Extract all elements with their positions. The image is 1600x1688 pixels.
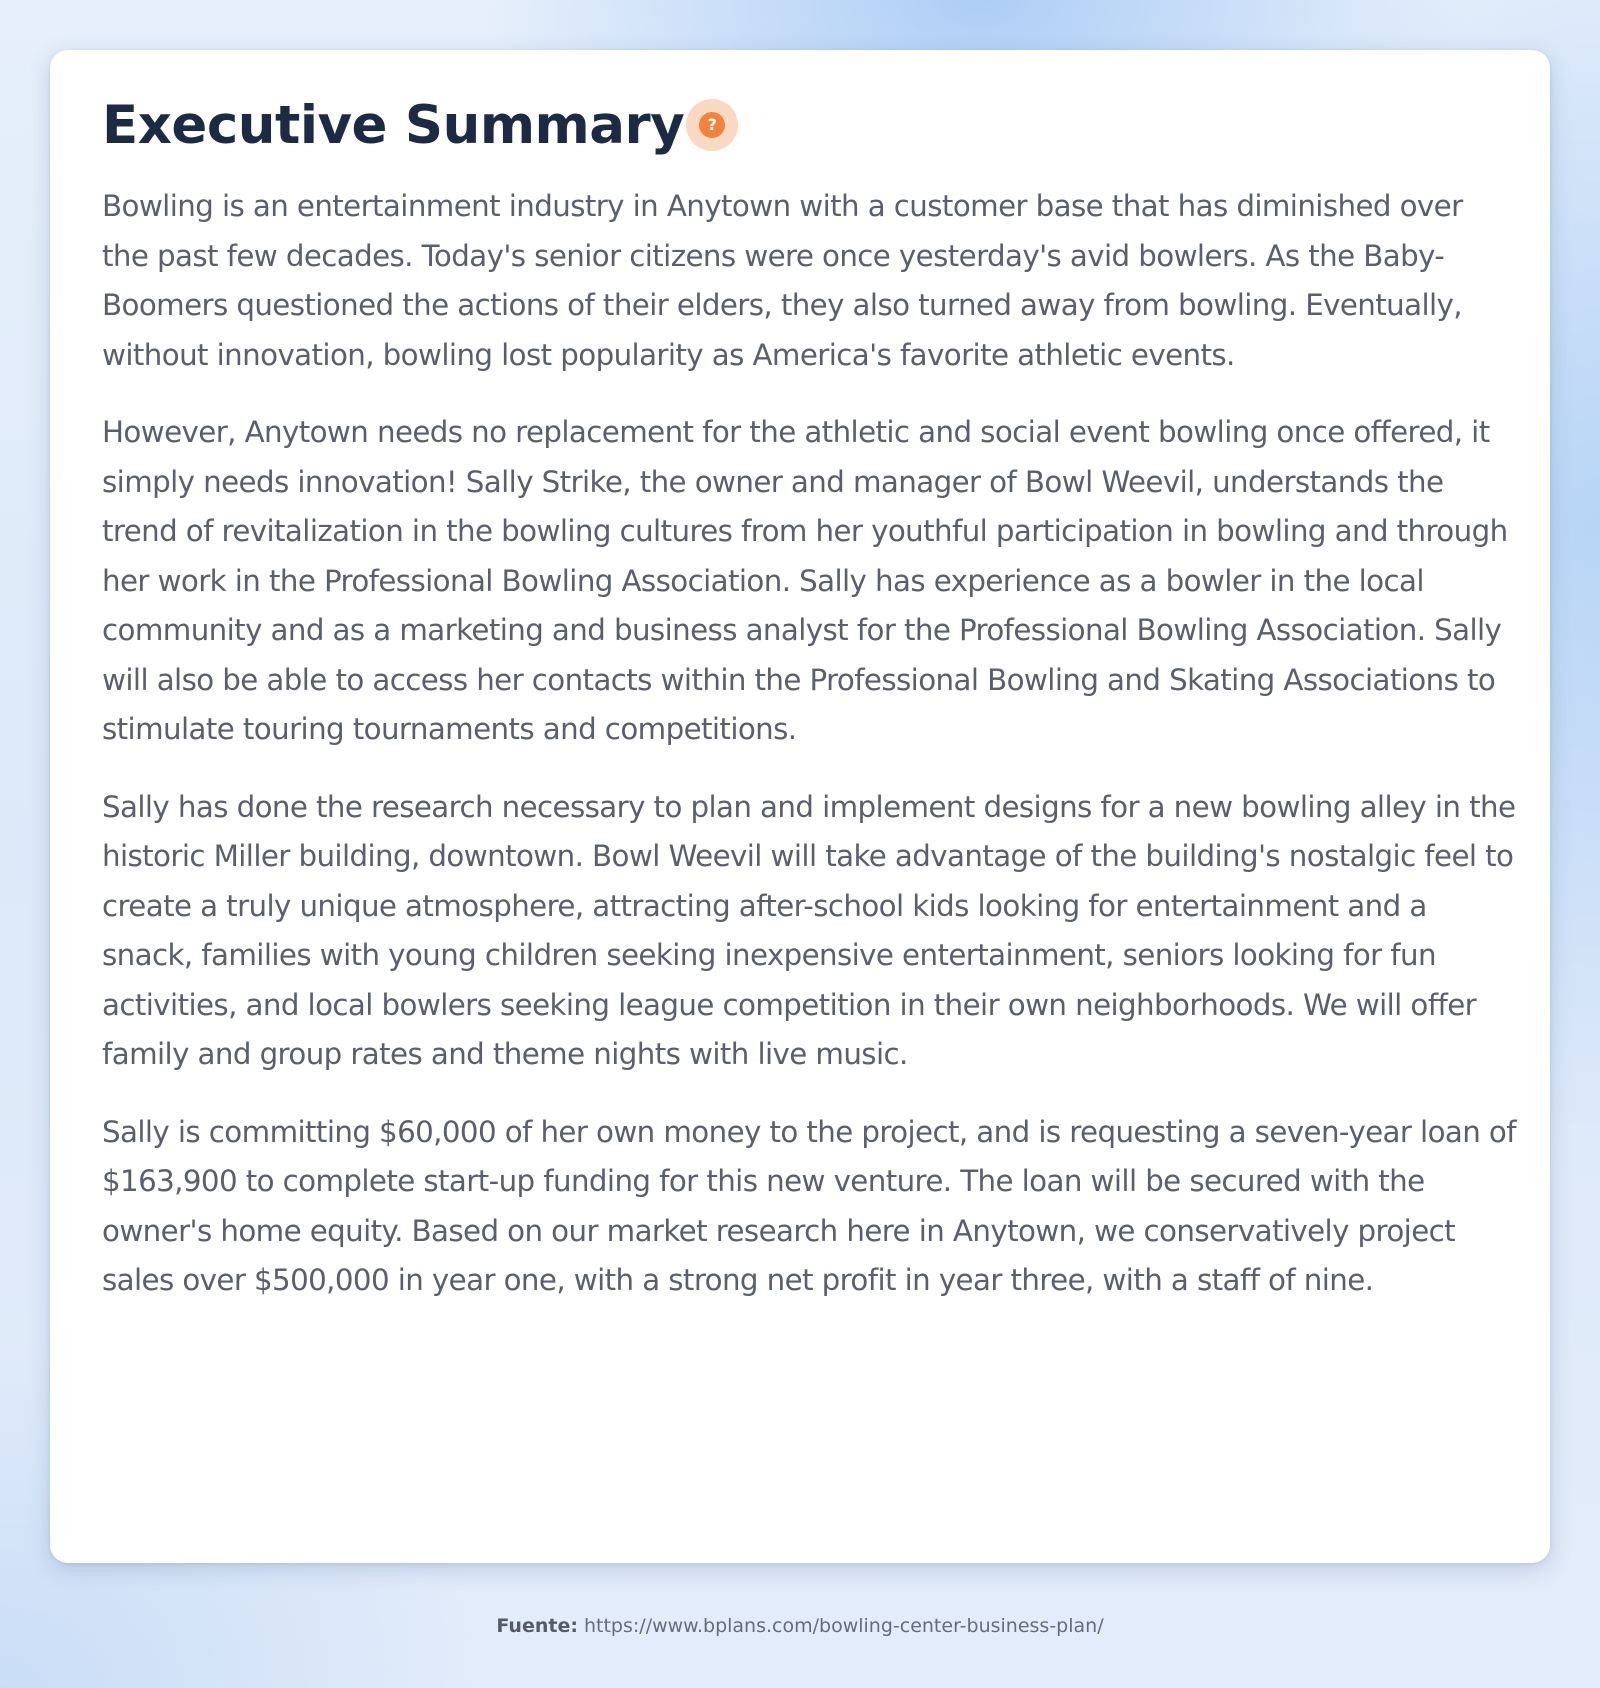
question-mark-icon[interactable] [686, 99, 738, 151]
source-label: Fuente: [496, 1615, 578, 1637]
summary-paragraph-1: Bowling is an entertainment industry in Anytown with a customer base that has diminished over the past few decades. Today's senior citizens were once yesterday's avid bowlers. As the Baby-Boomers questioned the actions of their elders, they also turned away from bowling. Eventually, without innovation, bowling lost popularity as America's favorite athletic events. [102, 189, 1463, 372]
source-caption [0, 1612, 1600, 1640]
title-row [102, 88, 1516, 164]
source-link[interactable]: https://www.bplans.com/bowling-center-business-plan/ [583, 1615, 1104, 1637]
page-title: Executive Summary [102, 95, 685, 156]
question-mark-glyph: ? [699, 112, 725, 138]
summary-paragraph-3: Sally has done the research necessary to plan and implement designs for a new bowling alley in the historic Miller building, downtown. Bowl Weevil will take advantage of the building's nostalgic feel to create a truly unique atmosphere, attracting after-school kids looking for entertainment and a snack, families with young children seeking inexpensive entertainment, seniors looking for fun activities, and local bowlers seeking league competition in their own neighborhoods. We will offer family and group rates and theme nights with live music. [102, 789, 1516, 1071]
summary-paragraph-2: However, Anytown needs no replacement for the athletic and social event bowling once offered, it simply needs innovation! Sally Strike, the owner and manager of Bowl Weevil, understands the trend of revitalization in the bowling cultures from her youthful participation in bowling and through her work in the Professional Bowling Association. Sally has experience as a bowler in the local community and as a marketing and business analyst for the Professional Bowling Association. Sally will also be able to access her contacts within the Professional Bowling and Skating Associations to stimulate touring tournaments and competitions. [102, 415, 1508, 746]
executive-summary-card [50, 50, 1550, 1563]
summary-paragraph-4: Sally is committing $60,000 of her own money to the project, and is requesting a seven-year loan of $163,900 to complete start-up funding for this new venture. The loan will be secured with the owner's home equity. Based on our market research here in Anytown, we conservatively project sales over $500,000 in year one, with a strong net profit in year three, with a staff of nine. [102, 1114, 1516, 1297]
